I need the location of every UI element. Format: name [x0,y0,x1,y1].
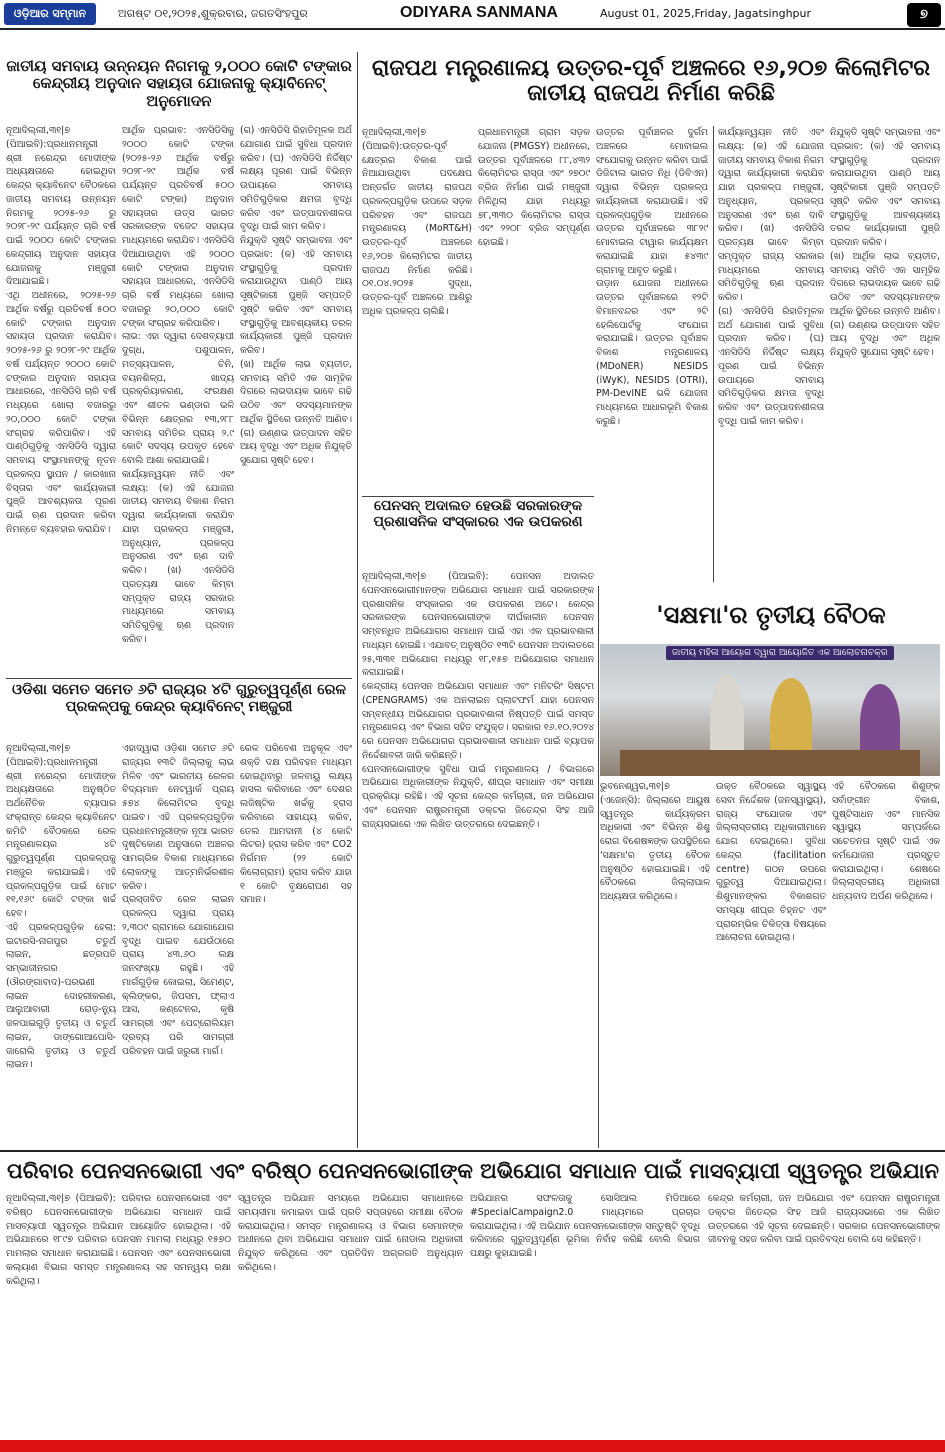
rail-story-paragraph: ଏହାଦ୍ୱାରା ଓଡ଼ିଶା ସମେତ ୬ଟି ରାଜ୍ୟର ୧୩ଟି ଜିଲ୍ଲାକୁ ଲାଭ ମିଳିବ ଏବଂ ଭାରତୀୟ ରେଳର ବିଦ୍ୟମାନ ନେଟୱାର୍କ ପ୍ରାୟ ୫୭୪ କିଲୋମିଟର ବୃଦ୍ଧି ପାଇବ। ଏହି ପ୍ରକଳ୍ପଗୁଡ଼ିକ ପ୍ରଧାନମନ୍ତ୍ରୀଙ୍କ ନୂଆ ଭାରତ ଦୃଷ୍ଟିକୋଣ ଅନୁସାରେ ଅଞ୍ଚଳର ସାମଗ୍ରିକ ବିକାଶ ମାଧ୍ୟମରେ ଲୋକଙ୍କୁ ଆତ୍ମନିର୍ଭରଶୀଳ କରିବ। [122,743,234,892]
masthead [0,0,945,30]
story1-paragraph: (ଖ) ଆର୍ଥିକ ଲାଭ ବ୍ୟତୀତ, ସମବାୟ ସମିତି ଏକ ସାମୂହିକ ଦିଗରେ ଲାଭଦାୟକ ଭାବେ ଗଢି ଉଠିବ ଏବଂ ସଦସ୍ୟମାନଙ୍କ ଆର୍ଥିକ ସ୍ଥିତିରେ ଉନ୍ନତି ଆଣିବ। (ଗ) ଉଣ୍ଣଭ ଉତ୍ପାଦନ ସହିତ ଆୟ ବୃଦ୍ଧି ଏବଂ ଅଧିକ ନିଯୁକ୍ତି ସୁଯୋଗ ସୃଷ୍ଟି ହେବ। [830,250,940,358]
right-column-2 [830,126,940,582]
campaign-paragraph: ନୂଆଦିଲ୍ଲୀ,୩୧|୭ (ପିଆଇବି): ପରିବାର ପେନସନଭୋଗୀ ଏବଂ ବରିଷ୍ଠ ପେନସନଭୋଗୀଙ୍କ ଅଭିଯୋଗ ସମାଧାନ ପାଇଁ ମାସବ୍ୟାପୀ ସ୍ୱତନ୍ତ୍ର ଅଭିଯାନ ଆୟୋଜିତ ହୋଇଥିଲା। ଏହି ଅଭିଯାନରେ ୧୮୯୭ ପରିବାର ପେନସନ ମାମଲା ମଧ୍ୟରୁ ୧୫୭୦ ମାମଲାର ସମାଧାନ କରାଯାଇଛି। ପେନସନ ଏବଂ ପେନସନଭୋଗୀ କଲ୍ୟାଣ ବିଭାଗ ସମସ୍ତ ମନ୍ତ୍ରଣାଳୟ ସହ ସମନ୍ୱୟ ରକ୍ଷା କରିଥିଲା। [6,1193,231,1287]
divider [362,496,594,497]
campaign-headline: ପରିବାର ପେନସନଭୋଗୀ ଏବଂ ବରିଷ୍ଠ ପେନସନଭୋଗୀଙ୍କ ଅଭିଯୋଗ ସମାଧାନ ପାଇଁ ମାସବ୍ୟାପୀ ସ୍ୱତନ୍ତ୍ର ଅଭିଯାନ [7,1159,939,1183]
story1-paragraph: ଏଥି ଅଧୀନରେ, ୨୦୨୫-୨୬ ଆର୍ଥିକ ବର୍ଷରୁ ପ୍ରତିବର୍ଷ ୫୦୦ କୋଟି ଟଙ୍କାର ଅନୁଦାନ ସହାୟତା ପ୍ରଦାନ କରାଯିବ। ୨୦୨୫-୨୬ ରୁ ୨୦୨୮-୨୯ ଆର୍ଥିକ ବର୍ଷ ପର୍ଯ୍ୟନ୍ତ ୨୦୦୦ କୋଟି ଟଙ୍କାର ଅନୁଦାନ ସହାୟତା ଆଧାରରେ, ଏନସିଡିସି ଚାରି ବର୍ଷ ମଧ୍ୟରେ ଖୋଲା ବଜାରରୁ ୨୦,୦୦୦ କୋଟି ଟଙ୍କା ସଂଗ୍ରହ କରିପାରିବ। ଏହି ପାଣ୍ଠିଗୁଡ଼ିକୁ ଏନସିଡିସି ଦ୍ୱାରା ସମବାୟ ସଂସ୍ଥାମାନଙ୍କୁ ନୂତନ ପ୍ରକଳ୍ପ ସ୍ଥାପନ / କାରଖାନା ବିସ୍ତାର ଏବଂ କାର୍ଯ୍ୟକାରୀ ପୁଞ୍ଜି ଆବଶ୍ୟକତା ପୂରଣ ପାଇଁ ଋଣ ପ୍ରଦାନ କରିବା ନିମନ୍ତେ ବ୍ୟବହାର କରାଯିବ। [6,290,116,535]
story1-paragraph: କାର୍ଯ୍ୟାନ୍ୱୟନ ନୀତି ଏବଂ ଲକ୍ଷ୍ୟ: (କ) ଏହି ଯୋଜନା ଜାତୀୟ ସମବାୟ ବିକାଶ ନିଗମ ଦ୍ୱାରା କାର୍ଯ୍ୟକାରୀ କରାଯିବ ଯାହା ପ୍ରକଳ୍ପ ମଞ୍ଜୁରୀ, ଅନୁଧ୍ୟାନ, ପ୍ରକଳ୍ପ ଅନୁସରଣ ଏବଂ ଋଣ ଦାବି କରିବ। (ଖ) ଏନସିଡିସି ପ୍ରତ୍ୟକ୍ଷ ଭାବେ କିମ୍ବା ସମ୍ପୃକ୍ତ ରାଜ୍ୟ ସରକାର ମାଧ୍ୟମରେ ସମବାୟ ସମିତିଗୁଡ଼ିକୁ ଋଣ ପ୍ରଦାନ କରିବ। [122,468,234,645]
pension-story-paragraph: କେନ୍ଦ୍ରୀୟ ପେନସନ ଅଭିଯୋଗ ସମାଧାନ ଏବଂ ମନିଟରିଂ ସିଷ୍ଟମ (CPENGRAMS) ଏକ ଅନଲାଇନ ପ୍ଲାଟଫର୍ମ ଯାହା ପେନସନ ସମ୍ବନ୍ଧୀୟ ଅଭିଯୋଗର ପ୍ରଭାବଶାଳୀ ନିଷ୍ପତ୍ତି ପାଇଁ ସମସ୍ତ ମନ୍ତ୍ରଣାଳୟ ଏବଂ ବିଭାଗ ସହିତ ସଂଯୁକ୍ତ। ସରକାର ୧୬.୧୦.୨୦୨୪ ରେ ପେନସନ ଅଭିଯୋଗର ପ୍ରଭାବଶାଳୀ ସମାଧାନ ପାଇଁ ବ୍ୟାପକ ନିର୍ଦ୍ଦେଶାବଳୀ ଜାରି କରିଛନ୍ତି। [362,681,594,761]
sakshama-headline: 'ସକ୍ଷମା'ର ତୃତୀୟ ବୈଠକ [656,601,886,629]
campaign-paragraph: ସ୍ୱତନ୍ତ୍ର ଅଭିଯାନ ସମୟରେ ଅଭିଯୋଗ ସମାଧାନରେ ସମୟସୀମା କମାଇବା ପାଇଁ ପ୍ରତି ସପ୍ତାହରେ ସମୀକ୍ଷା ବୈଠକ କରାଯାଇଥିଲା। ସମସ୍ତ ମନ୍ତ୍ରଣାଳୟ ଓ ବିଭାଗ ସେମାନଙ୍କ ଅଧୀନରେ ଥିବା ଅଭିଯୋଗ ସମାଧାନ ପାଇଁ ନୋଡାଲ ଅଧିକାରୀ ନିଯୁକ୍ତ କରିଥିଲେ ଏବଂ ପ୍ରତିଦିନ ଅଗ୍ରଗତି ଅନୁଧ୍ୟାନ କରିଥିଲେ। [238,1193,463,1273]
campaign-column-3 [470,1192,700,1438]
masthead-date-english: August 01, 2025,Friday, Jagatsinghpur [600,7,812,20]
column-divider [357,52,358,1148]
story1-dateline: ନୂଆଦିଲ୍ଲୀ,୩୧|୭ (ପିଆଇବି):ପ୍ରଧାନମନ୍ତ୍ରୀ ଶ୍ରୀ ନରେନ୍ଦ୍ର ମୋଦୀଙ୍କ ଅଧ୍ୟକ୍ଷତାରେ ହୋଇଥିବା କେନ୍ଦ୍ର କ୍ୟାବିନେଟ ବୈଠକରେ ଜାତୀୟ ସମବାୟ ଉନ୍ନୟନ ନିଗମକୁ ୨୦୨୫-୨୬ ରୁ ୨୦୨୮-୨୯ ପର୍ଯ୍ୟନ୍ତ ଚାରି ବର୍ଷ ପାଇଁ ୨୦୦୦ କୋଟି ଟଙ୍କାର କେନ୍ଦ୍ରୀୟ ଅନୁଦାନ ସହାୟତା ଯୋଜନାକୁ ମଞ୍ଜୁରୀ ଦିଆଯାଇଛି। [6,125,116,288]
divider [0,1150,945,1152]
campaign-column-1 [6,1192,231,1438]
road-story-paragraph: ଉତ୍ତର ପୂର୍ବାଞ୍ଚଳର ଦୁର୍ଗମ ଅଞ୍ଚଳରେ ମୋବାଇଲ ସଂଯୋଗକୁ ଉନ୍ନତ କରିବା ପାଇଁ ଡିଜିଟାଲ ଭାରତ ନିଧି (ଡିବିଏନ) ଦ୍ୱାରା ବିଭିନ୍ନ ପ୍ରକଳ୍ପ କାର୍ଯ୍ୟକାରୀ କରାଯାଉଛି। ଏହି ପ୍ରକଳ୍ପଗୁଡ଼ିକ ଅଧୀନରେ ଉତ୍ତର ପୂର୍ବାଞ୍ଚଳରେ ୩୮୨୯ ମୋବାଇଲ ଟାୱାର କାର୍ଯ୍ୟକ୍ଷମ କରାଯାଇଛି ଯାହା ୫୪୩୯ ଗ୍ରାମକୁ ଆବୃତ କରୁଛି। [596,127,708,276]
story1-column-3 [240,124,352,676]
story1-paragraph: ଲାଭ: ଏହା ଦ୍ୱାରା ଦେଶବ୍ୟାପୀ ଦୁଗ୍ଧ, ପଶୁପାଳନ, ମତ୍ସ୍ୟପାଳନ, ଚିନି, ବୟନଶିଳ୍ପ, ଖାଦ୍ୟ ପ୍ରକ୍ରିୟାକରଣ, ସଂରକ୍ଷଣ ଏବଂ ଶୀତଳ ଭଣ୍ଡାର ଭଳି ବିଭିନ୍ନ କ୍ଷେତ୍ରର ୧୩,୨୮୮ ସମବାୟ ସମିତିର ପ୍ରାୟ ୨.୯ କୋଟି ସଦସ୍ୟ ଉପକୃତ ହେବେ ବୋଲି ଆଶା କରାଯାଉଛି। [122,331,234,466]
road-story-paragraph: ପ୍ରଧାନମନ୍ତ୍ରୀ ଗ୍ରାମ ସଡ଼କ ଯୋଜନା (PMGSY) ଅଧୀନରେ, ଉତ୍ତର ପୂର୍ବାଞ୍ଚଳରେ ୮୮,୪୩୨ କିଲୋମିଟର ରାସ୍ତା ଏବଂ ୨୭୦୯ ବ୍ରିଜ ନିର୍ମାଣ ପାଇଁ ମଞ୍ଜୁରୀ ମିଳିଥିଲା ଯାହା ମଧ୍ୟରୁ ୭୮,୩୩୦ କିଲୋମିଟର ରାସ୍ତା ଏବଂ ୨୨୦୮ ବ୍ରିଜ ସମ୍ପୂର୍ଣ୍ଣ ହୋଇଛି। [478,127,590,248]
rail-story-column-2 [122,742,234,1147]
rail-story-paragraph: ଏହି ପ୍ରକଳ୍ପଗୁଡ଼ିକ ହେଲା: ଇଟାରସି-ନାଗପୁର ଚତୁର୍ଥ ଲାଇନ, ଛତ୍ରପତି ସମ୍ଭାଜୀନଗର (ଔରଙ୍ଗାବାଦ)-ପରଭଣୀ ଲାଇନ ଦୋହରୀକରଣ, ଆଲୁଆବାରୀ ରୋଡ଼-ନ୍ୟୁ ଜଳପାଇଗୁଡ଼ି ତୃତୀୟ ଓ ଚତୁର୍ଥ ଲାଇନ, ଡାଙ୍ଗୋଆପୋସି-ଜାରୋଲି ତୃତୀୟ ଓ ଚତୁର୍ଥ ଲାଇନ। [6,921,116,1071]
newspaper-title: ODIYARA SANMANA [400,4,558,21]
sakshama-paragraph: ଭୁବନେଶ୍ୱର,୩୧|୭ (ଏଜେନ୍ସି): ଜିଲ୍ଲାରେ ଆୟୁଷ ସ୍ୱତନ୍ତ୍ର କାର୍ଯ୍ୟକ୍ରମ ଅଧିକାରୀ ଏବଂ ବିଭିନ୍ନ ଶିଶୁ ରୋଗ ବିଶେଷଜ୍ଞଙ୍କ ଉପସ୍ଥିତିରେ 'ସକ୍ଷମା'ର ତୃତୀୟ ବୈଠକ ଅନୁଷ୍ଠିତ ହୋଇଯାଇଛି। ଏହି ବୈଠକରେ ଜିଲ୍ଲାପାଳ ଅଧ୍ୟକ୍ଷତା କରିଥିଲେ। [600,781,710,902]
campaign-column-4 [708,1192,940,1438]
sakshama-column-1 [600,780,710,1148]
story1-column-2 [122,124,234,676]
column-divider [713,126,714,582]
sakshama-column-2 [716,780,826,1148]
road-story-headline: ରାଜପଥ ମନ୍ତ୍ରଣାଳୟ ଉତ୍ତର-ପୂର୍ବ ଅଞ୍ଚଳରେ ୧୬,୨୦୭ କିଲୋମିଟର ଜାତୀୟ ରାଜପଥ ନିର୍ମାଣ କରିଛି [371,56,931,107]
story1-paragraph: ନିଯୁକ୍ତି ସୃଷ୍ଟି ସମ୍ଭାବନା ଏବଂ ପ୍ରଭାବ: (କ) ଏହି ସମବାୟ ସଂସ୍ଥାଗୁଡ଼ିକୁ ପ୍ରଦାନ କରାଯାଉଥିବା ପାଣ୍ଠି ଆୟ ସୃଷ୍ଟିକାରୀ ପୁଞ୍ଜି ସମ୍ପତ୍ତି ସୃଷ୍ଟି କରିବ ଏବଂ ସମବାୟ ସଂସ୍ଥାଗୁଡ଼ିକୁ ଆବଶ୍ୟକୀୟ ତରଳ କାର୍ଯ୍ୟକାରୀ ପୁଞ୍ଜି ପ୍ରଦାନ କରିବ। [240,235,352,356]
pension-story-paragraph: ନୂଆଦିଲ୍ଲୀ,୩୧|୭ (ପିଆଇବି): ପେନସନ ଅଦାଲତ ପେନସନଭୋଗୀମାନଙ୍କ ଅଭିଯୋଗ ସମାଧାନ ପାଇଁ ସରକାରଙ୍କ ପ୍ରଶାସନିକ ସଂସ୍କାରର ଏକ ଉପକରଣ ଅଟେ। କେନ୍ଦ୍ର ସରକାରଙ୍କ ପେନସନଭୋଗୀଙ୍କ ଦୀର୍ଘକାଳୀନ ପେନସନ ସମ୍ବନ୍ଧିତ ଅଭିଯୋଗର ସମାଧାନ ପାଇଁ ଏହା ଏକ ପ୍ରଭାବଶାଳୀ ମାଧ୍ୟମ ହୋଇଛି। ଏଯାବତ୍ ଅନୁଷ୍ଠିତ ୧୩ଟି ପେନସନ ଅଦାଲତରେ ୨୫,୩୩୧ ଅଭିଯୋଗ ମଧ୍ୟରୁ ୧୮,୧୫୭ ଅଭିଯୋଗର ସମାଧାନ କରାଯାଇଛି। [362,571,594,679]
conference-table [620,750,920,776]
meeting-photo [600,644,940,776]
rail-story-column-3 [240,742,352,1147]
pension-story-body [362,570,594,1148]
newspaper-logo: ଓଡ଼ିଆର ସମ୍ମାନ [4,3,96,25]
rail-story-paragraph: ନୂଆଦିଲ୍ଲୀ,୩୧|୭ (ପିଆଇବି):ପ୍ରଧାନମନ୍ତ୍ରୀ ଶ୍ରୀ ନରେନ୍ଦ୍ର ମୋଦୀଙ୍କ ଅଧ୍ୟକ୍ଷତାରେ ଅନୁଷ୍ଠିତ ଅର୍ଥନୈତିକ ବ୍ୟାପାର ସଂକ୍ରାନ୍ତ କେନ୍ଦ୍ର କ୍ୟାବିନେଟ କମିଟି ବୈଠକରେ ରେଳ ମନ୍ତ୍ରଣାଳୟର ୪ଟି ଗୁରୁତ୍ୱପୂର୍ଣ୍ଣ ପ୍ରକଳ୍ପକୁ ମଞ୍ଜୁର କରାଯାଇଛି। ଏହି ପ୍ରକଳ୍ପଗୁଡ଼ିକ ପାଇଁ ମୋଟ ୧୧,୧୬୯ କୋଟି ଟଙ୍କା ଖର୍ଚ୍ଚ ହେବ। [6,743,116,919]
sakshama-paragraph: ଏହି ବୈଠକରେ ଶିଶୁଙ୍କ ସର୍ବାଙ୍ଗୀନ ବିକାଶ, ପୁଷ୍ଟିସାଧନ ଏବଂ ମାନସିକ ସ୍ୱାସ୍ଥ୍ୟ ସମ୍ପର୍କରେ ସଚେତନତା ସୃଷ୍ଟି ପାଇଁ ଏକ କର୍ମଯୋଜନା ପ୍ରସ୍ତୁତ କରାଯାଇଥିଲା। ଶେଷରେ ଜିଲ୍ଲାସ୍ତରୀୟ ଅଧିକାରୀ ଧନ୍ୟବାଦ ଅର୍ପଣ କରିଥିଲେ। [832,781,940,902]
rail-story-headline: ଓଡିଶା ସମେତ ସମେତ ୬ଟି ରାଜ୍ୟର ୪ଟି ଗୁରୁତ୍ୱପୂର୍ଣ୍ଣ ରେଳ ପ୍ରକଳ୍ପକୁ କେନ୍ଦ୍ର କ୍ୟାବିନେଟ୍ ମଞ୍ଜୁରୀ [12,682,346,715]
rail-story-column-1 [6,742,116,1147]
masthead-date-odia: ଅଗଷ୍ଟ ୦୧,୨୦୨୫,ଶୁକ୍ରବାର, ଜଗତସିଂହପୁର [118,7,308,20]
page-number: ୭ [907,3,941,27]
right-column-1 [718,126,824,582]
story1-paragraph: ଆର୍ଥିକ ପ୍ରଭାବ: ଏନସିଡିସିକୁ ୨୦୦୦ କୋଟି ଟଙ୍କା (୨୦୨୫-୨୬ ଆର୍ଥିକ ବର୍ଷରୁ ୨୦୨୮-୨୯ ଆର୍ଥିକ ବର୍ଷ ପର୍ଯ୍ୟନ୍ତ ପ୍ରତିବର୍ଷ ୫୦୦ କୋଟି ଟଙ୍କା) ଅନୁଦାନ ସହାୟତାର ଉତ୍ସ ଭାରତ ସରକାରଙ୍କ ବଜେଟ ସହାୟତା ମାଧ୍ୟମରେ କରାଯିବ। ଏନସିଡିସି ଦିଆଯାଉଥିବା ଏହି ୨୦୦୦ କୋଟି ଟଙ୍କାର ଅନୁଦାନ ସହାୟତା ଆଧାରରେ, ଏନସିଡିସି ଚାରି ବର୍ଷ ମଧ୍ୟରେ ଖୋଲା ବଜାରରୁ ୨୦,୦୦୦ କୋଟି ଟଙ୍କା ସଂଗ୍ରହ କରିପାରିବ। [122,125,234,329]
rail-story-paragraph: ପ୍ରସ୍ତାବିତ ରେଳ ଲାଇନ ପ୍ରକଳ୍ପ ଦ୍ୱାରା ପ୍ରାୟ ୨,୩୦୯ ଗ୍ରାମରେ ଯୋଗାଯୋଗ ବୃଦ୍ଧି ପାଇବ ଯେଉଁଠାରେ ପ୍ରାୟ ୪୩.୬୦ ଲକ୍ଷ ଜନସଂଖ୍ୟା ରହୁଛି। ଏହି ମାର୍ଗଗୁଡ଼ିକ କୋଇଲା, ସିମେଣ୍ଟ, କ୍ଲିଙ୍କର, ଜିପସମ, ଫ୍ଲାଏ ଆସ, କଣ୍ଟେନର, କୃଷି ସାମଗ୍ରୀ ଏବଂ ପେଟ୍ରୋଲିୟମ ଦ୍ରବ୍ୟ ପରି ସାମଗ୍ରୀ ପରିବହନ ପାଇଁ ଜରୁରୀ ମାର୍ଗ। [122,894,234,1057]
road-story-paragraph: ନୂଆଦିଲ୍ଲୀ,୩୧|୭ (ପିଆଇବି):ଉତ୍ତର-ପୂର୍ବ କ୍ଷେତ୍ରର ବିକାଶ ପାଇଁ ନିଆଯାଉଥିବା ପଦକ୍ଷେପ ଅନ୍ତର୍ଗତ ଜାତୀୟ ରାଜପଥ ପ୍ରକଳ୍ପଗୁଡ଼ିକ ଉପରେ ସଡ଼କ ପରିବହନ ଏବଂ ରାଜପଥ ମନ୍ତ୍ରଣାଳୟ (MoRT&H) ଉତ୍ତର-ପୂର୍ବ ଅଞ୍ଚଳରେ ୧୬,୨୦୭ କିଲୋମିଟର ଜାତୀୟ ରାଜପଥ ନିର୍ମାଣ କରିଛି। ୦୧.୦୪.୨୦୨୫ ସୁଦ୍ଧା, ଉତ୍ତର-ପୂର୍ବ ଅଞ୍ଚଳରେ ଆଶିରୁ ଅଧିକ ପ୍ରକଳ୍ପ ଚାଲିଛି। [362,127,472,317]
campaign-paragraph: ଅଭିଯାନର ସଫଳତାକୁ ସୋସିଆଲ ମିଡିଆରେ #SpecialCampaign2.0 ମାଧ୍ୟମରେ ପ୍ରଚାର କରାଯାଇଥିଲା। ଏହି ଅଭିଯାନ ପେନସନଭୋଗୀଙ୍କ ସନ୍ତୁଷ୍ଟି ବୃଦ୍ଧି କରିବାରେ ଗୁରୁତ୍ୱପୂର୍ଣ୍ଣ ଭୂମିକା ନିର୍ବାହ କରିଛି ବୋଲି ବିଭାଗ ପକ୍ଷରୁ କୁହାଯାଇଛି। [470,1193,700,1259]
road-story-column-2 [478,126,590,494]
sakshama-paragraph: ଉକ୍ତ ବୈଠକରେ ସ୍ୱାସ୍ଥ୍ୟ ସେବା ନିର୍ଦ୍ଦେଶକ (ଜନସ୍ୱାସ୍ଥ୍ୟ), ରାଜ୍ୟ ସଂଯୋଜକ ଏବଂ ଜିଲ୍ଲାସ୍ତରୀୟ ଅଧିକାରୀମାନେ ଯୋଗ ଦେଇଥିଲେ। ସୁବିଧା କେନ୍ଦ୍ର (facilitation centre) ଗଠନ ଉପରେ ଗୁରୁତ୍ୱ ଦିଆଯାଇଥିଲା। ଶିଶୁମାନଙ୍କର ବିକାଶଗତ ସମସ୍ୟା ଶୀଘ୍ର ଚିହ୍ନଟ ଏବଂ ପ୍ରାରମ୍ଭିକ ଚିକିତ୍ସା ବିଷୟରେ ଆଲୋଚନା ହୋଇଥିଲା। [716,781,826,944]
story1-paragraph: ନିଯୁକ୍ତି ସୃଷ୍ଟି ସମ୍ଭାବନା ଏବଂ ପ୍ରଭାବ: (କ) ଏହି ସମବାୟ ସଂସ୍ଥାଗୁଡ଼ିକୁ ପ୍ରଦାନ କରାଯାଉଥିବା ପାଣ୍ଠି ଆୟ ସୃଷ୍ଟିକାରୀ ପୁଞ୍ଜି ସମ୍ପତ୍ତି ସୃଷ୍ଟି କରିବ ଏବଂ ସମବାୟ ସଂସ୍ଥାଗୁଡ଼ିକୁ ଆବଶ୍ୟକୀୟ ତରଳ କାର୍ଯ୍ୟକାରୀ ପୁଞ୍ଜି ପ୍ରଦାନ କରିବ। [830,127,940,248]
story1-paragraph: କାର୍ଯ୍ୟାନ୍ୱୟନ ନୀତି ଏବଂ ଲକ୍ଷ୍ୟ: (କ) ଏହି ଯୋଜନା ଜାତୀୟ ସମବାୟ ବିକାଶ ନିଗମ ଦ୍ୱାରା କାର୍ଯ୍ୟକାରୀ କରାଯିବ ଯାହା ପ୍ରକଳ୍ପ ମଞ୍ଜୁରୀ, ଅନୁଧ୍ୟାନ, ପ୍ରକଳ୍ପ ଅନୁସରଣ ଏବଂ ଋଣ ଦାବି କରିବ। (ଖ) ଏନସିଡିସି ପ୍ରତ୍ୟକ୍ଷ ଭାବେ କିମ୍ବା ସମ୍ପୃକ୍ତ ରାଜ୍ୟ ସରକାର ମାଧ୍ୟମରେ ସମବାୟ ସମିତିଗୁଡ଼ିକୁ ଋଣ ପ୍ରଦାନ କରିବ। [718,127,824,303]
pension-story-headline: ପେନସନ୍ ଅଦାଲତ ହେଉଛି ସରକାରଙ୍କ ପ୍ରଶାସନିକ ସଂସ୍କାରର ଏକ ଉପକରଣ [373,498,583,531]
road-story-paragraph: ଉଡ଼ାନ ଯୋଜନା ଅଧୀନରେ ଉତ୍ତର ପୂର୍ବାଞ୍ଚଳରେ ୧୨ଟି ବିମାନବନ୍ଦର ଏବଂ ୨ଟି ହେଲିପୋର୍ଟକୁ ସଂଯୋଗ କରାଯାଇଛି। ଉତ୍ତର ପୂର୍ବାଞ୍ଚଳ ବିକାଶ ମନ୍ତ୍ରଣାଳୟ (MDoNER) NESIDS (iWyK), NESIDS (OTRI), PM-DevINE ଭଳି ଯୋଜନା ମାଧ୍ୟମରେ ଆଧାରଭୂମି ବିକାଶ କରୁଛି। [596,278,708,427]
sakshama-column-3 [832,780,940,1148]
rail-story-paragraph: ରେଳ ପରିବେଶ ଅନୁକୂଳ ଏବଂ ଶକ୍ତି ଦକ୍ଷ ପରିବହନ ମାଧ୍ୟମ ହୋଇଥିବାରୁ ଜଳବାୟୁ ଲକ୍ଷ୍ୟ ହାସଲ କରିବାରେ ଏବଂ ଦେଶର ଲଜିଷ୍ଟିକ ଖର୍ଚ୍ଚକୁ ହ୍ରାସ କରିବାରେ ସାହାଯ୍ୟ କରିବ, ତେଲ ଆମଦାନୀ (୪ କୋଟି ଲିଟର) ହ୍ରାସ କରିବ ଏବଂ CO2 ନିର୍ଗମନ (୨୨ କୋଟି କିଲୋଗ୍ରାମ) ହ୍ରାସ କରିବ ଯାହା ୧ କୋଟି ବୃକ୍ଷରୋପଣ ସହ ସମାନ। [240,743,352,906]
story1-headline: ଜାତୀୟ ସମବାୟ ଉନ୍ନୟନ ନିଗମକୁ ୨,୦୦୦ କୋଟି ଟଙ୍କାର କେନ୍ଦ୍ରୀୟ ଅନୁଦାନ ସହାୟତା ଯୋଜନାକୁ କ୍ୟାବିନେଟ୍ ଅନୁମୋଦନ [6,58,352,110]
column-divider [598,586,599,1148]
story1-paragraph: (ଗ) ଏନସିଡିସି ରିହାତିମୂଳକ ଅର୍ଥ ଯୋଗାଣ ପାଇଁ ସୁବିଧା ପ୍ରଦାନ କରିବ। (ଘ) ଏନସିଡିସି ନିର୍ଦ୍ଦିଷ୍ଟ ଲକ୍ଷ୍ୟ ପୂରଣ ପାଇଁ ବିଭିନ୍ନ ଉପାୟରେ ସମବାୟ ସମିତିଗୁଡ଼ିକର କ୍ଷମତା ବୃଦ୍ଧି କରିବ ଏବଂ ଉତ୍ପାଦନଶୀଳତା ବୃଦ୍ଧି ପାଇଁ କାମ କରିବ। [240,125,352,233]
divider [6,678,352,679]
campaign-paragraph: କେନ୍ଦ୍ର କର୍ମଚାରୀ, ଜନ ଅଭିଯୋଗ ଏବଂ ପେନସନ ରାଷ୍ଟ୍ରମନ୍ତ୍ରୀ ଡକ୍ଟର ଜିତେନ୍ଦ୍ର ସିଂହ ଆଜି ରାଜ୍ୟସଭାରେ ଏକ ଲିଖିତ ଉତ୍ତରରେ ଏହି ସୂଚନା ଦେଇଛନ୍ତି। ସରକାର ପେନସନଭୋଗୀଙ୍କ ଜୀବନକୁ ସହଜ କରିବା ପାଇଁ ପ୍ରତିବଦ୍ଧ ବୋଲି ସେ କହିଛନ୍ତି। [708,1193,940,1246]
pension-story-paragraph: ପେନସନଭୋଗୀଙ୍କ ସୁବିଧା ପାଇଁ ମନ୍ତ୍ରଣାଳୟ / ବିଭାଗରେ ଅଭିଯୋଗ ଅଧିକାରୀଙ୍କ ନିଯୁକ୍ତି, ଶୀଘ୍ର ସମାଧାନ ଏବଂ ସମୀକ୍ଷା ପ୍ରକ୍ରିୟା ରହିଛି। ଏହି ସୂଚନା କେନ୍ଦ୍ର କର୍ମଚାରୀ, ଜନ ଅଭିଯୋଗ ଏବଂ ପେନସନ ରାଷ୍ଟ୍ରମନ୍ତ୍ରୀ ଡକ୍ଟର ଜିତେନ୍ଦ୍ର ସିଂହ ଆଜି ରାଜ୍ୟସଭାରେ ଏକ ଲିଖିତ ଉତ୍ତରରେ ଦେଇଛନ୍ତି। [362,763,594,830]
bottom-color-bar [0,1440,945,1452]
road-story-column-1 [362,126,472,494]
story1-paragraph: (ଖ) ଆର୍ଥିକ ଲାଭ ବ୍ୟତୀତ, ସମବାୟ ସମିତି ଏକ ସାମୂହିକ ଦିଗରେ ଲାଭଦାୟକ ଭାବେ ଗଢି ଉଠିବ ଏବଂ ସଦସ୍ୟମାନଙ୍କ ଆର୍ଥିକ ସ୍ଥିତିରେ ଉନ୍ନତି ଆଣିବ। (ଗ) ଉଣ୍ଣଭ ଉତ୍ପାଦନ ସହିତ ଆୟ ବୃଦ୍ଧି ଏବଂ ଅଧିକ ନିଯୁକ୍ତି ସୁଯୋଗ ସୃଷ୍ଟି ହେବ। [240,358,352,466]
story1-paragraph: (ଗ) ଏନସିଡିସି ରିହାତିମୂଳକ ଅର୍ଥ ଯୋଗାଣ ପାଇଁ ସୁବିଧା ପ୍ରଦାନ କରିବ। (ଘ) ଏନସିଡିସି ନିର୍ଦ୍ଦିଷ୍ଟ ଲକ୍ଷ୍ୟ ପୂରଣ ପାଇଁ ବିଭିନ୍ନ ଉପାୟରେ ସମବାୟ ସମିତିଗୁଡ଼ିକର କ୍ଷମତା ବୃଦ୍ଧି କରିବ ଏବଂ ଉତ୍ପାଦନଶୀଳତା ବୃଦ୍ଧି ପାଇଁ କାମ କରିବ। [718,305,824,427]
photo-banner: ଜାତୀୟ ମହିଳା ଆୟୋଗ ଦ୍ୱାରା ଆୟୋଜିତ ଏକ ଆଲୋଚନାଚକ୍ର [666,646,894,660]
campaign-column-2 [238,1192,463,1438]
road-story-column-3 [596,126,708,582]
story1-column-1 [6,124,116,676]
